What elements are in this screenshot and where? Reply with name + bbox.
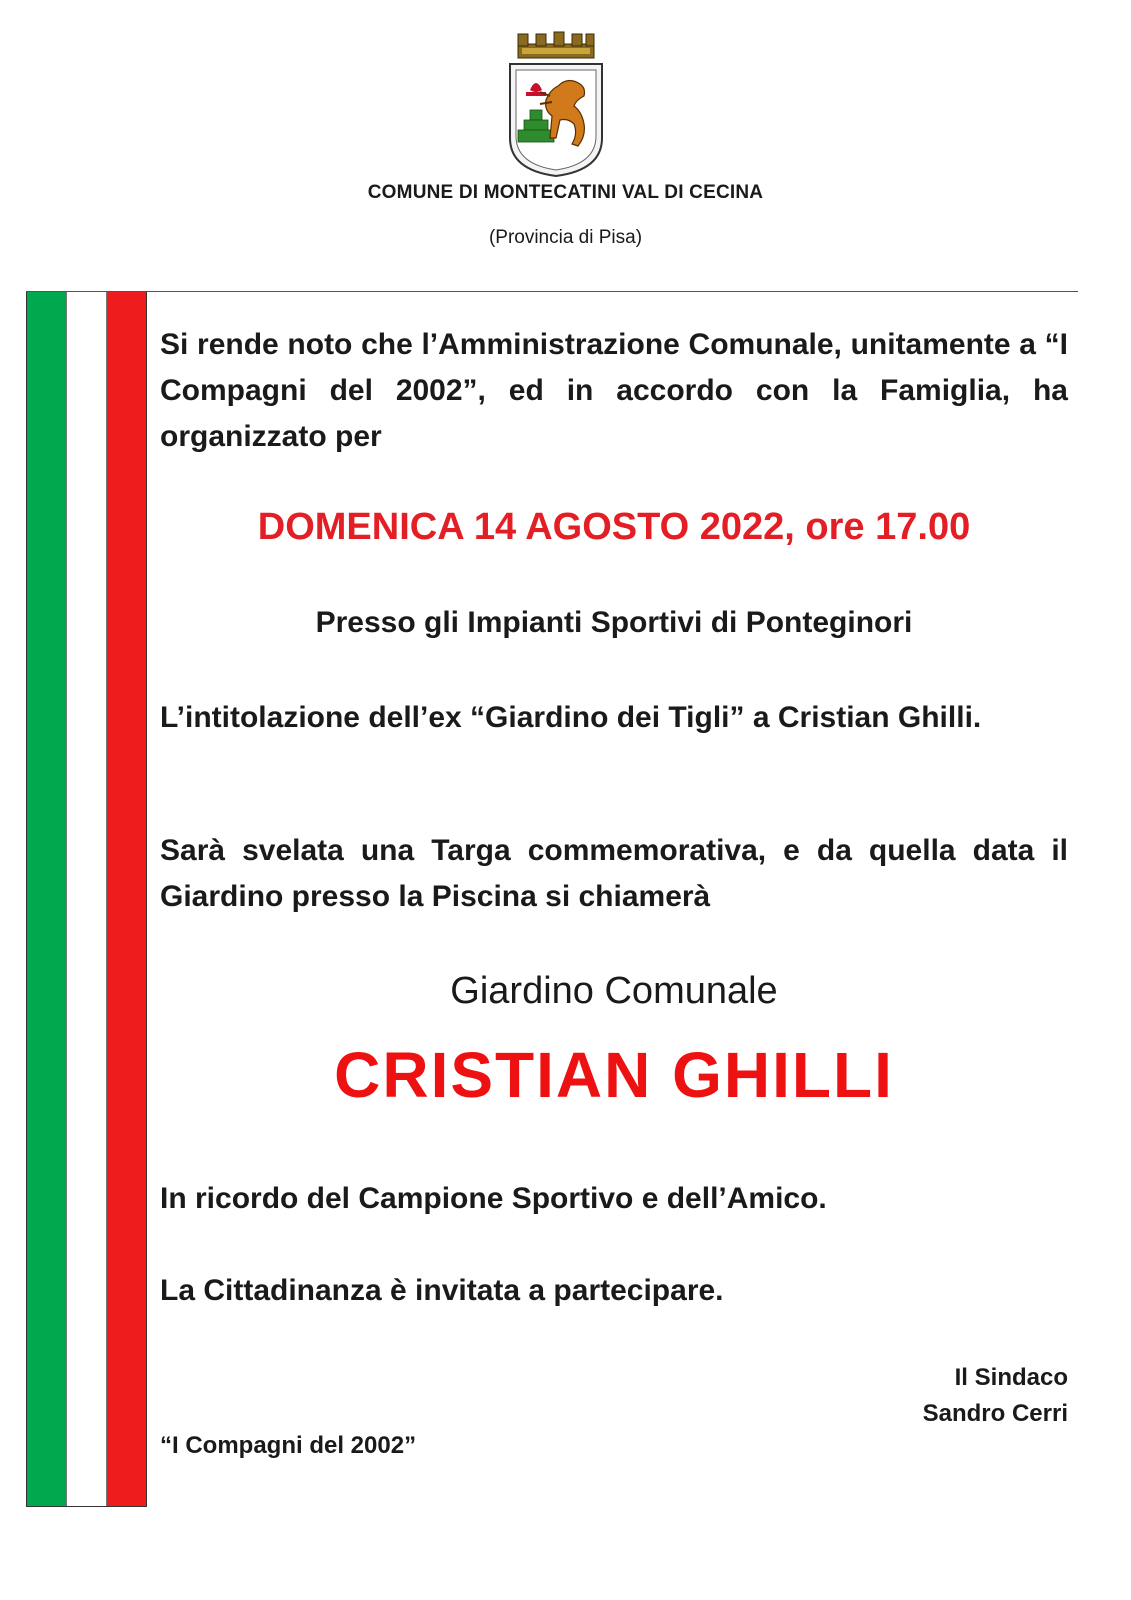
flag-stripe-red: [107, 292, 146, 1506]
memory-paragraph: In ricordo del Campione Sportivo e dell’Amico.: [160, 1182, 827, 1215]
province-subtitle: (Provincia di Pisa): [488, 227, 643, 248]
signature-block: [923, 1360, 1068, 1432]
plaque-paragraph: Sarà svelata una Targa commemorativa, e da quella data il Giardino presso la Piscina si chiamerà: [160, 834, 1068, 913]
group-signature: “I Compagni del 2002”: [160, 1432, 417, 1459]
flag-stripe-green: [27, 292, 66, 1506]
garden-name: CRISTIAN GHILLI: [334, 1039, 894, 1111]
flag-stripe-white: [66, 292, 107, 1506]
italian-flag-band: [26, 292, 147, 1507]
coat-of-arms-icon: [500, 30, 612, 180]
intro-paragraph: Si rende noto che l’Amministrazione Comunale, unitamente a “I Compagni del 2002”, ed in accordo con la Famiglia, ha organizzato per: [160, 328, 1068, 453]
event-venue: Presso gli Impianti Sportivi di Ponteginori: [315, 606, 913, 639]
signature-name: Sandro Cerri: [922, 1400, 1068, 1427]
signature-role: Il Sindaco: [954, 1364, 1068, 1391]
municipality-title: COMUNE DI MONTECATINI VAL DI CECINA: [367, 182, 764, 203]
garden-label: Giardino Comunale: [450, 970, 778, 1012]
header-divider: [26, 291, 1078, 292]
dedication-paragraph: L’intitolazione dell’ex “Giardino dei Tigli” a Cristian Ghilli.: [160, 701, 982, 734]
invitation-paragraph: La Cittadinanza è invitata a partecipare.: [160, 1274, 724, 1307]
event-date: DOMENICA 14 AGOSTO 2022, ore 17.00: [257, 506, 971, 548]
